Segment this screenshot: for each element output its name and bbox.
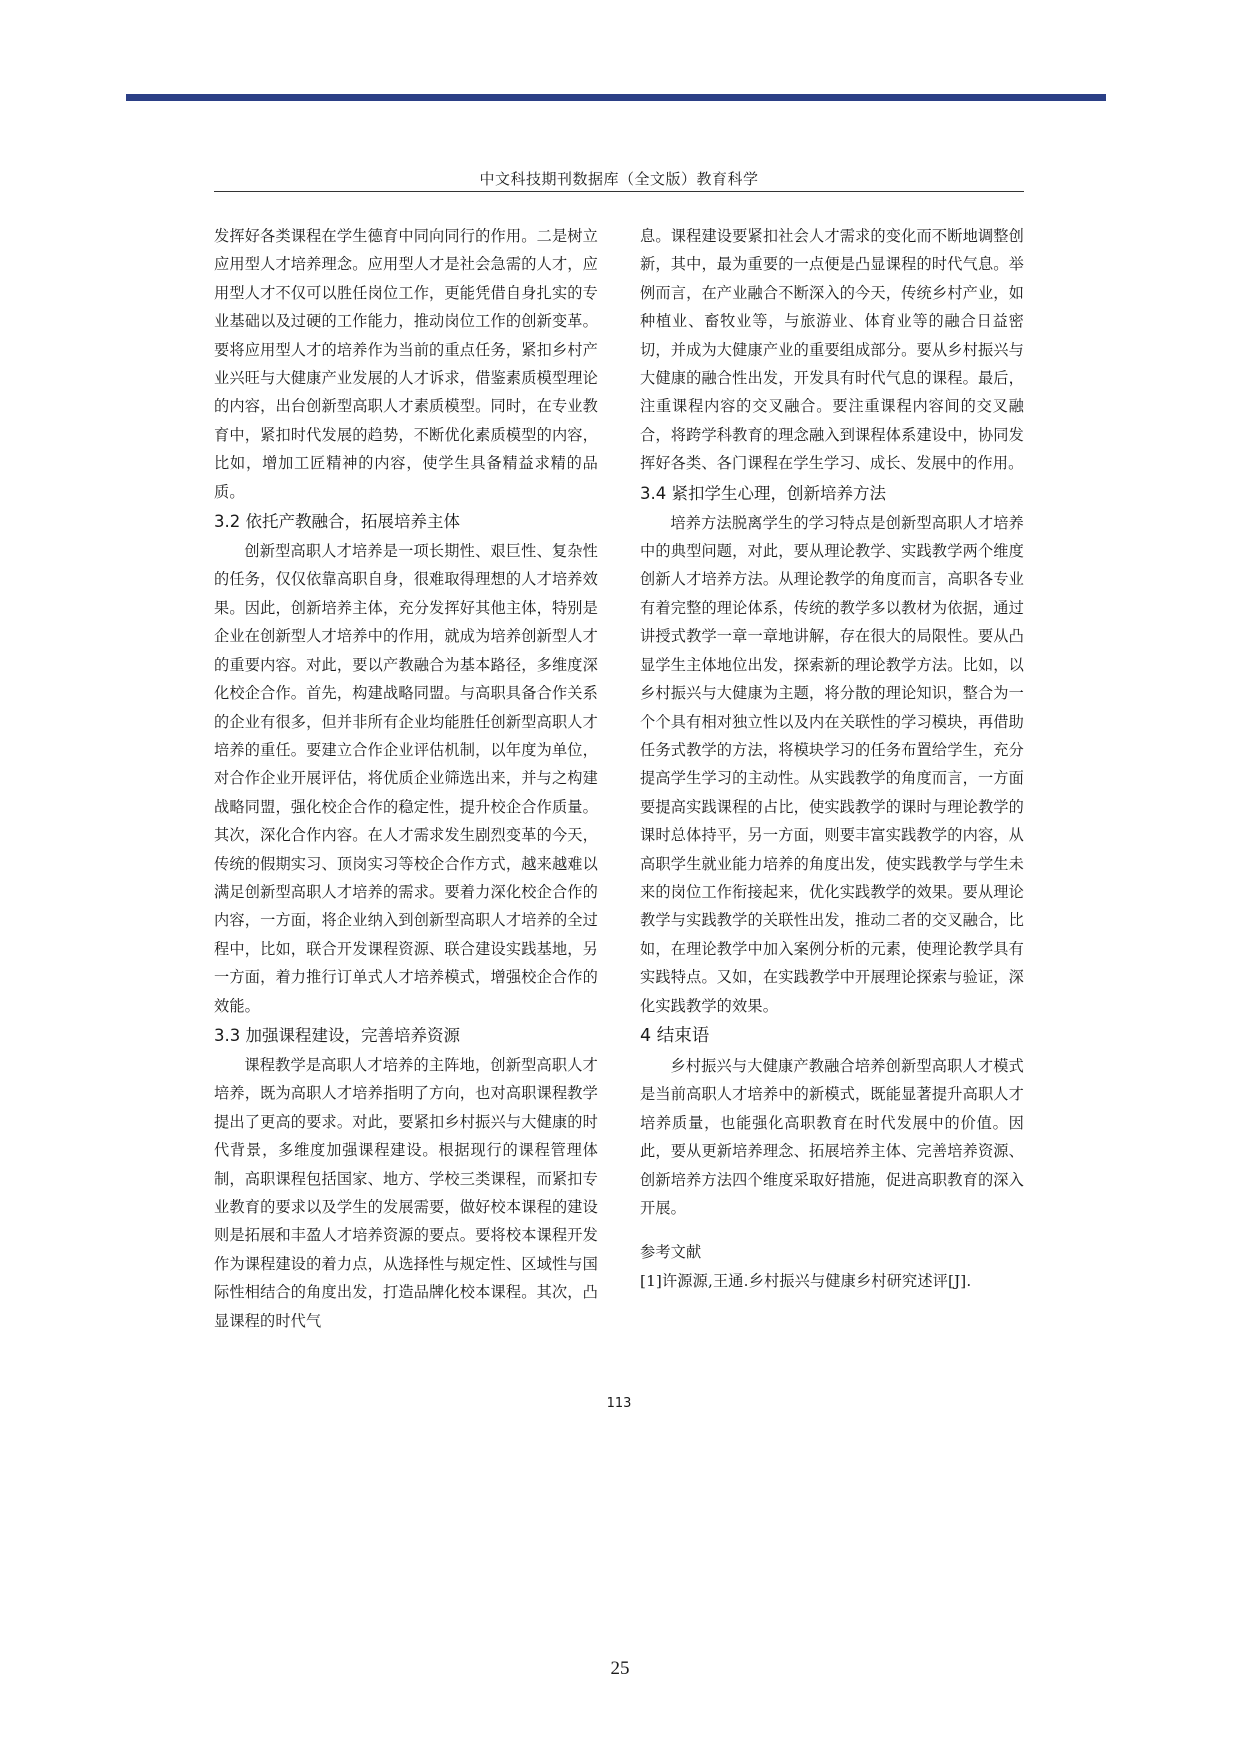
journal-running-header: 中文科技期刊数据库（全文版）教育科学 [479,170,759,188]
section-heading-3-3: 3.3 加强课程建设，完善培养资源 [214,1025,460,1045]
inner-page-number: 113 [606,1396,632,1411]
section-heading-3-4: 3.4 紧扣学生心理，创新培养方法 [640,483,886,503]
page-number: 25 [610,1658,630,1679]
paragraph: 息。课程建设要紧扣社会人才需求的变化而不断地调整创新，其中，最为重要的一点便是凸显课程的时代气息。举例而言，在产业融合不断深入的今天，传统乡村产业，如种植业、畜牧业等，与旅游业、体育业等的融合日益密切，并成为大健康产业的重要组成部分。要从乡村振兴与大健康的融合性出发，开发具有时代气息的课程。最后，注重课程内容的交叉融合。要注重课程内容间的交叉融合，将跨学科教育的理念融入到课程体系建设中，协同发挥好各类、各门课程在学生学习、成长、发展中的作用。 [640,227,1024,473]
left-column [214,222,598,1335]
paragraph: 培养方法脱离学生的学习特点是创新型高职人才培养中的典型问题，对此，要从理论教学、实践教学两个维度创新人才培养方法。从理论教学的角度而言，高职各专业有着完整的理论体系，传统的教学多以教材为依据，通过讲授式教学一章一章地讲解，存在很大的局限性。要从凸显学生主体地位出发，探索新的理论教学方法。比如，以乡村振兴与大健康为主题，将分散的理论知识，整合为一个个具有相对独立性以及内在关联性的学习模块，再借助任务式教学的方法，将模块学习的任务布置给学生，充分提高学生学习的主动性。从实践教学的角度而言，一方面要提高实践课程的占比，使实践教学的课时与理论教学的课时总体持平，另一方面，则要丰富实践教学的内容，从高职学生就业能力培养的角度出发，使实践教学与学生未来的岗位工作衔接起来，优化实践教学的效果。要从理论教学与实践教学的关联性出发，推动二者的交叉融合，比如，在理论教学中加入案例分析的元素，使理论教学具有实践特点。又如，在实践教学中开展理论探索与验证，深化实践教学的效果。 [640,513,1024,1015]
references-title: 参考文献 [640,1243,702,1262]
paragraph: 创新型高职人才培养是一项长期性、艰巨性、复杂性的任务，仅仅依靠高职自身，很难取得理想的人才培养效果。因此，创新培养主体，充分发挥好其他主体，特别是企业在创新型人才培养中的作用，就成为培养创新型人才的重要内容。对此，要以产教融合为基本路径，多维度深化校企合作。首先，构建战略同盟。与高职具备合作关系的企业有很多，但并非所有企业均能胜任创新型高职人才培养的重任。要建立合作企业评估机制，以年度为单位，对合作企业开展评估，将优质企业筛选出来，并与之构建战略同盟，强化校企合作的稳定性，提升校企合作质量。其次，深化合作内容。在人才需求发生剧烈变革的今天，传统的假期实习、顶岗实习等校企合作方式，越来越难以满足创新型高职人才培养的需求。要着力深化校企合作的内容，一方面，将企业纳入到创新型高职人才培养的全过程中，比如，联合开发课程资源、联合建设实践基地，另一方面，着力推行订单式人才培养模式，增强校企合作的效能。 [214,542,598,1015]
header-divider [214,191,1024,192]
paragraph: 发挥好各类课程在学生德育中同向同行的作用。二是树立应用型人才培养理念。应用型人才是社会急需的人才，应用型人才不仅可以胜任岗位工作，更能凭借自身扎实的专业基础以及过硬的工作能力，推动岗位工作的创新变革。要将应用型人才的培养作为当前的重点任务，紧扣乡村产业兴旺与大健康产业发展的人才诉求，借鉴素质模型理论的内容，出台创新型高职人才素质模型。同时，在专业教育中，紧扣时代发展的趋势，不断优化素质模型的内容，比如，增加工匠精神的内容，使学生具备精益求精的品质。 [214,227,598,501]
paragraph: 课程教学是高职人才培养的主阵地，创新型高职人才培养，既为高职人才培养指明了方向，也对高职课程教学提出了更高的要求。对此，要紧扣乡村振兴与大健康的时代背景，多维度加强课程建设。根据现行的课程管理体制，高职课程包括国家、地方、学校三类课程，而紧扣专业教育的要求以及学生的发展需要，做好校本课程的建设则是拓展和丰盈人才培养资源的要点。要将校本课程开发作为课程建设的着力点，从选择性与规定性、区域性与国际性相结合的角度出发，打造品牌化校本课程。其次，凸显课程的时代气 [214,1055,598,1330]
paragraph: 乡村振兴与大健康产教融合培养创新型高职人才模式是当前高职人才培养中的新模式，既能显著提升高职人才培养质量，也能强化高职教育在时代发展中的价值。因此，要从更新培养理念、拓展培养主体、完善培养资源、创新培养方法四个维度采取好措施，促进高职教育的深入开展。 [640,1056,1024,1217]
section-heading-3-2: 3.2 依托产教融合，拓展培养主体 [214,512,460,532]
reference-item: [1]许源源,王通.乡村振兴与健康乡村研究述评[J]. [640,1271,972,1290]
top-rule-bar [126,94,1106,101]
right-column [640,222,1024,1295]
section-heading-4: 4 结束语 [640,1025,710,1046]
